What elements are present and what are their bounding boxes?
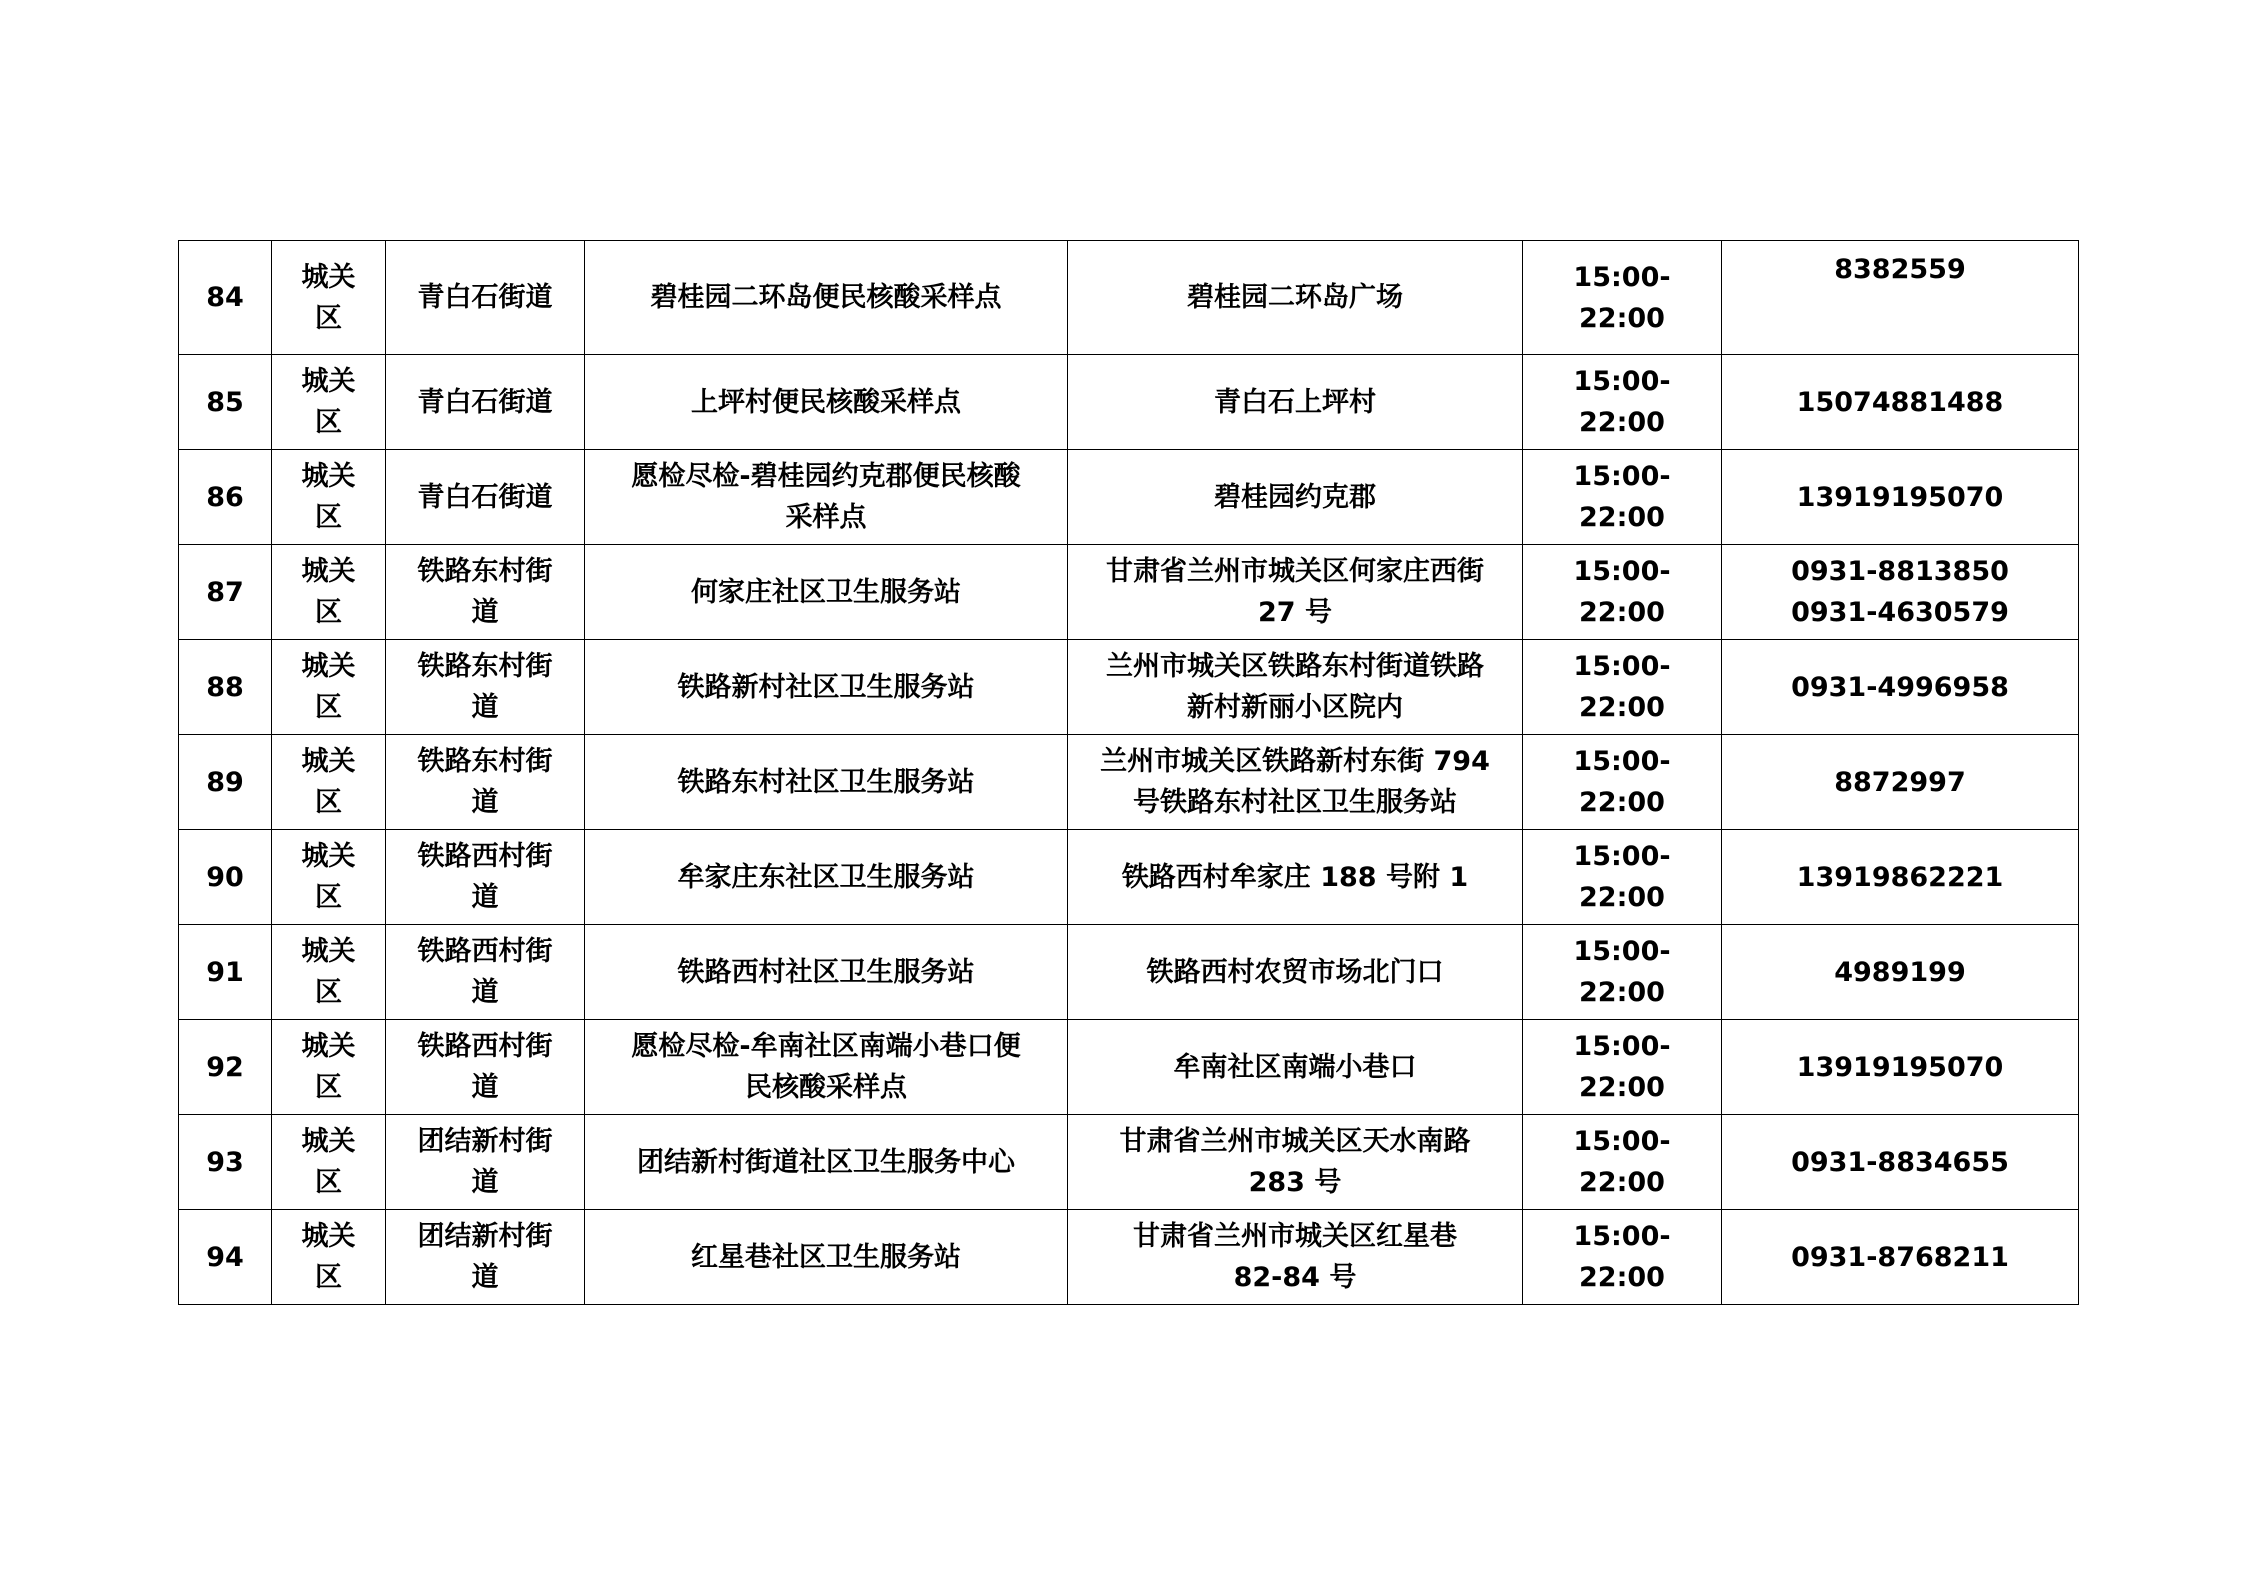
cell-street-line: 道 bbox=[471, 692, 499, 723]
cell-address bbox=[1068, 450, 1523, 545]
cell-district-line: 区 bbox=[315, 502, 342, 533]
cell-site-name-line: 铁路新村社区卫生服务站 bbox=[677, 671, 975, 703]
cell-site-name-line: 民核酸采样点 bbox=[745, 1072, 907, 1103]
cell-number: 89 bbox=[179, 735, 272, 830]
cell-address-line: 甘肃省兰州市城关区红星巷 bbox=[1133, 1221, 1457, 1252]
cell-street bbox=[386, 241, 585, 355]
table-body bbox=[179, 241, 2079, 1305]
cell-district-line: 区 bbox=[315, 787, 342, 818]
cell-address bbox=[1068, 735, 1523, 830]
cell-site-name bbox=[585, 735, 1068, 830]
cell-street bbox=[386, 925, 585, 1020]
cell-street-line: 团结新村街 bbox=[417, 1126, 553, 1157]
cell-hours: 15:00-22:00 bbox=[1523, 925, 1722, 1020]
cell-address bbox=[1068, 640, 1523, 735]
cell-street bbox=[386, 1210, 585, 1305]
cell-street bbox=[386, 640, 585, 735]
cell-phone-line: 13919195070 bbox=[1796, 481, 2004, 513]
cell-street-line: 青白石街道 bbox=[417, 481, 553, 513]
cell-site-name bbox=[585, 1020, 1068, 1115]
table-row bbox=[179, 241, 2079, 355]
cell-street bbox=[386, 735, 585, 830]
cell-phone-line: 0931-4996958 bbox=[1791, 671, 2009, 703]
cell-district-line: 城关 bbox=[301, 1126, 356, 1157]
cell-phone-line: 0931-8834655 bbox=[1791, 1146, 2009, 1178]
cell-hours: 15:00-22:00 bbox=[1523, 241, 1722, 355]
cell-district bbox=[272, 1020, 386, 1115]
cell-site-name bbox=[585, 355, 1068, 450]
cell-hours: 15:00-22:00 bbox=[1523, 545, 1722, 640]
table-row bbox=[179, 355, 2079, 450]
table-row bbox=[179, 925, 2079, 1020]
cell-phone-line: 8872997 bbox=[1834, 766, 1966, 798]
cell-district bbox=[272, 450, 386, 545]
cell-phone-line: 0931-8768211 bbox=[1791, 1241, 2009, 1273]
cell-street-line: 铁路东村街 bbox=[417, 556, 553, 587]
cell-site-name bbox=[585, 830, 1068, 925]
cell-address-line: 新村新丽小区院内 bbox=[1187, 692, 1403, 723]
cell-address-line: 碧桂园约克郡 bbox=[1214, 481, 1376, 513]
cell-phone bbox=[1722, 1020, 2079, 1115]
cell-hours: 15:00-22:00 bbox=[1523, 1020, 1722, 1115]
cell-street bbox=[386, 1115, 585, 1210]
cell-site-name-line: 铁路东村社区卫生服务站 bbox=[677, 766, 975, 798]
cell-address bbox=[1068, 1020, 1523, 1115]
cell-site-name-line: 牟家庄东社区卫生服务站 bbox=[677, 861, 975, 893]
cell-address-line: 铁路西村农贸市场北门口 bbox=[1146, 956, 1444, 988]
cell-address-line: 283 号 bbox=[1248, 1167, 1342, 1198]
cell-district-line: 城关 bbox=[301, 261, 356, 293]
cell-street-line: 道 bbox=[471, 882, 499, 913]
cell-phone bbox=[1722, 545, 2079, 640]
cell-site-name-line: 愿检尽检-牟南社区南端小巷口便 bbox=[631, 1031, 1021, 1062]
cell-street-line: 铁路西村街 bbox=[417, 841, 553, 872]
cell-street-line: 道 bbox=[471, 787, 499, 818]
cell-number: 94 bbox=[179, 1210, 272, 1305]
cell-phone bbox=[1722, 830, 2079, 925]
cell-site-name bbox=[585, 640, 1068, 735]
cell-site-name bbox=[585, 241, 1068, 355]
cell-street bbox=[386, 1020, 585, 1115]
cell-phone-line: 13919195070 bbox=[1796, 1051, 2004, 1083]
cell-address bbox=[1068, 241, 1523, 355]
cell-street bbox=[386, 830, 585, 925]
cell-site-name bbox=[585, 925, 1068, 1020]
cell-number: 85 bbox=[179, 355, 272, 450]
cell-number: 87 bbox=[179, 545, 272, 640]
cell-hours: 15:00-22:00 bbox=[1523, 830, 1722, 925]
cell-district-line: 城关 bbox=[301, 1221, 356, 1252]
cell-address-line: 甘肃省兰州市城关区天水南路 bbox=[1119, 1126, 1471, 1157]
cell-address-line: 牟南社区南端小巷口 bbox=[1173, 1051, 1417, 1083]
cell-street-line: 道 bbox=[471, 1072, 499, 1103]
cell-street-line: 道 bbox=[471, 1262, 499, 1293]
cell-district-line: 城关 bbox=[301, 556, 356, 587]
cell-address-line: 铁路西村牟家庄 188 号附 1 bbox=[1121, 861, 1469, 893]
cell-phone bbox=[1722, 1115, 2079, 1210]
cell-phone-line: 4989199 bbox=[1834, 956, 1966, 988]
cell-number: 91 bbox=[179, 925, 272, 1020]
cell-site-name bbox=[585, 450, 1068, 545]
cell-district-line: 城关 bbox=[301, 746, 356, 777]
cell-district-line: 区 bbox=[315, 977, 342, 1008]
cell-district bbox=[272, 241, 386, 355]
cell-district-line: 区 bbox=[315, 407, 342, 438]
cell-address bbox=[1068, 925, 1523, 1020]
cell-hours: 15:00-22:00 bbox=[1523, 1210, 1722, 1305]
cell-street-line: 道 bbox=[471, 597, 499, 628]
cell-site-name-line: 何家庄社区卫生服务站 bbox=[691, 576, 961, 608]
cell-site-name-line: 红星巷社区卫生服务站 bbox=[691, 1241, 961, 1273]
cell-district-line: 区 bbox=[315, 882, 342, 913]
cell-address-line: 青白石上坪村 bbox=[1214, 386, 1376, 418]
cell-site-name-line: 上坪村便民核酸采样点 bbox=[691, 386, 961, 418]
cell-hours: 15:00-22:00 bbox=[1523, 1115, 1722, 1210]
cell-address-line: 碧桂园二环岛广场 bbox=[1187, 282, 1403, 313]
cell-address-line: 82-84 号 bbox=[1233, 1262, 1357, 1293]
cell-street bbox=[386, 450, 585, 545]
cell-number: 90 bbox=[179, 830, 272, 925]
cell-phone bbox=[1722, 735, 2079, 830]
table-row bbox=[179, 1210, 2079, 1305]
cell-phone-line: 0931-4630579 bbox=[1791, 597, 2009, 628]
cell-district bbox=[272, 355, 386, 450]
cell-hours: 15:00-22:00 bbox=[1523, 640, 1722, 735]
cell-phone bbox=[1722, 640, 2079, 735]
cell-hours: 15:00-22:00 bbox=[1523, 355, 1722, 450]
cell-street-line: 青白石街道 bbox=[417, 282, 553, 313]
cell-district-line: 城关 bbox=[301, 366, 356, 397]
cell-district bbox=[272, 830, 386, 925]
cell-phone bbox=[1722, 925, 2079, 1020]
cell-district-line: 城关 bbox=[301, 461, 356, 492]
sampling-sites-table bbox=[178, 240, 2079, 1305]
cell-district-line: 区 bbox=[315, 1262, 342, 1293]
cell-district-line: 区 bbox=[315, 302, 342, 334]
cell-site-name-line: 愿检尽检-碧桂园约克郡便民核酸 bbox=[631, 461, 1021, 492]
cell-street-line: 铁路西村街 bbox=[417, 1031, 553, 1062]
cell-street bbox=[386, 355, 585, 450]
cell-address-line: 兰州市城关区铁路新村东街 794 bbox=[1100, 746, 1490, 777]
table-row bbox=[179, 545, 2079, 640]
cell-phone bbox=[1722, 241, 2079, 355]
cell-street-line: 铁路东村街 bbox=[417, 651, 553, 682]
cell-street-line: 道 bbox=[471, 1167, 499, 1198]
cell-number: 88 bbox=[179, 640, 272, 735]
cell-address-line: 兰州市城关区铁路东村街道铁路 bbox=[1106, 651, 1484, 682]
cell-address bbox=[1068, 545, 1523, 640]
cell-district bbox=[272, 735, 386, 830]
cell-address bbox=[1068, 355, 1523, 450]
cell-district-line: 区 bbox=[315, 597, 342, 628]
cell-hours: 15:00-22:00 bbox=[1523, 735, 1722, 830]
cell-number: 93 bbox=[179, 1115, 272, 1210]
cell-site-name bbox=[585, 1210, 1068, 1305]
cell-district bbox=[272, 640, 386, 735]
cell-hours: 15:00-22:00 bbox=[1523, 450, 1722, 545]
cell-phone bbox=[1722, 355, 2079, 450]
table-row bbox=[179, 1115, 2079, 1210]
cell-address bbox=[1068, 1115, 1523, 1210]
cell-site-name-line: 铁路西村社区卫生服务站 bbox=[677, 956, 975, 988]
table-row bbox=[179, 1020, 2079, 1115]
cell-site-name-line: 采样点 bbox=[785, 502, 867, 533]
cell-district-line: 城关 bbox=[301, 1031, 356, 1062]
cell-phone bbox=[1722, 450, 2079, 545]
cell-street-line: 青白石街道 bbox=[417, 386, 553, 418]
cell-address-line: 号铁路东村社区卫生服务站 bbox=[1133, 787, 1457, 818]
cell-phone-line: 8382559 bbox=[1834, 254, 1966, 285]
cell-district-line: 城关 bbox=[301, 841, 356, 872]
cell-site-name bbox=[585, 545, 1068, 640]
cell-phone-line: 13919862221 bbox=[1796, 861, 2004, 893]
cell-site-name bbox=[585, 1115, 1068, 1210]
cell-street-line: 团结新村街 bbox=[417, 1221, 553, 1252]
cell-address bbox=[1068, 1210, 1523, 1305]
cell-district bbox=[272, 1210, 386, 1305]
cell-phone bbox=[1722, 1210, 2079, 1305]
cell-district-line: 城关 bbox=[301, 936, 356, 967]
cell-street-line: 铁路东村街 bbox=[417, 746, 553, 777]
cell-site-name-line: 团结新村街道社区卫生服务中心 bbox=[637, 1146, 1015, 1178]
cell-site-name-line: 碧桂园二环岛便民核酸采样点 bbox=[650, 282, 1002, 313]
cell-number: 84 bbox=[179, 241, 272, 355]
cell-district bbox=[272, 545, 386, 640]
table-row bbox=[179, 735, 2079, 830]
cell-district-line: 区 bbox=[315, 1167, 342, 1198]
cell-district-line: 城关 bbox=[301, 651, 356, 682]
cell-street bbox=[386, 545, 585, 640]
cell-phone-line: 0931-8813850 bbox=[1791, 556, 2009, 587]
cell-street-line: 铁路西村街 bbox=[417, 936, 553, 967]
cell-address bbox=[1068, 830, 1523, 925]
cell-number: 86 bbox=[179, 450, 272, 545]
table-row bbox=[179, 640, 2079, 735]
table-row bbox=[179, 450, 2079, 545]
cell-phone-line: 15074881488 bbox=[1796, 386, 2004, 418]
cell-street-line: 道 bbox=[471, 977, 499, 1008]
cell-district-line: 区 bbox=[315, 692, 342, 723]
cell-district bbox=[272, 925, 386, 1020]
cell-address-line: 甘肃省兰州市城关区何家庄西街 bbox=[1106, 556, 1484, 587]
cell-address-line: 27 号 bbox=[1258, 597, 1332, 628]
cell-district bbox=[272, 1115, 386, 1210]
cell-district-line: 区 bbox=[315, 1072, 342, 1103]
table-row bbox=[179, 830, 2079, 925]
cell-number: 92 bbox=[179, 1020, 272, 1115]
